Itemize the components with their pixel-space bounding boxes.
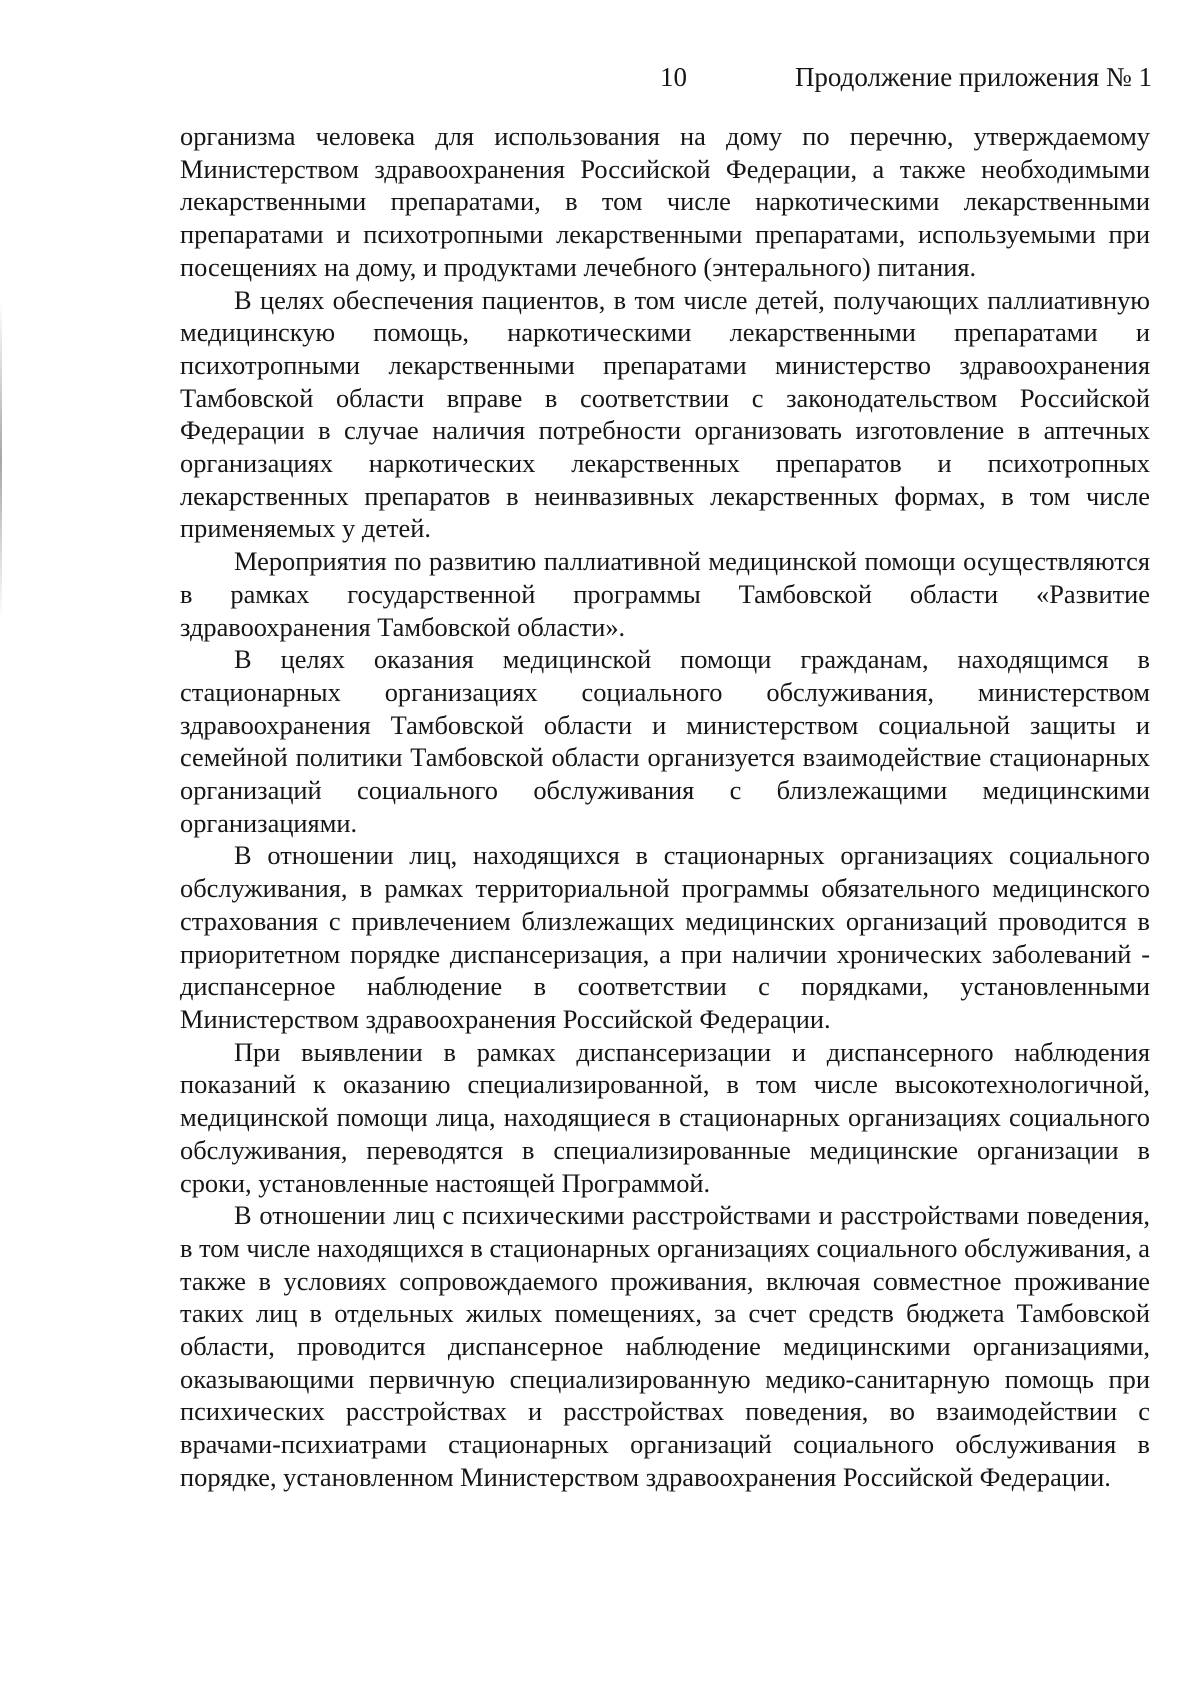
paragraph-mental-disorders: В отношении лиц с психическими расстройствами и расстройствами поведения, в том числе находящихся в стационарных организациях социального обслуживания, а также в условиях сопровождаемого проживания, включая совместное проживание таких лиц в отдельных жилых помещениях, за счет средств бюджета Тамбовской области, проводится диспансерное наблюдение медицинскими организациями, оказывающими первичную специализированную медико-санитарную помощь при психических расстройствах и расстройствах поведения, во взаимодействии с врачами-психиатрами стационарных организаций социального обслуживания в порядке, установленном Министерством здравоохранения Российской Федерации. — [180, 1200, 1150, 1492]
paragraph-specialized-care: При выявлении в рамках диспансеризации и диспансерного наблюдения показаний к оказанию специализированной, в том числе высокотехнологичной, медицинской помощи лица, находящиеся в стационарных организациях социального обслуживания, переводятся в специализированные медицинские организации в сроки, установленные настоящей Программой. — [180, 1036, 1150, 1198]
page-header — [0, 62, 1200, 102]
document-body — [180, 120, 1150, 1494]
page-number: 10 — [660, 62, 687, 92]
appendix-continuation-title: Продолжение приложения № 1 — [794, 62, 1152, 92]
paragraph-continuation: организма человека для использования на дому по перечню, утверждаемому Министерством здравоохранения Российской Федерации, а также необходимыми лекарственными препаратами, в том числе наркотическими лекарственными препаратами и психотропными лекарственными препаратами, используемыми при посещениях на дому, и продуктами лечебного (энтерального) питания. — [180, 121, 1150, 282]
paragraph-narcotic-drugs: В целях обеспечения пациентов, в том числе детей, получающих паллиативную медицинскую помощь, наркотическими лекарственными препаратами и психотропными лекарственными препаратами министерство здравоохранения Тамбовской области вправе в соответствии с законодательством Российской Федерации в случае наличия потребности организовать изготовление в аптечных организациях наркотических лекарственных препаратов и психотропных лекарственных препаратов в неинвазивных лекарственных формах, в том числе применяемых у детей. — [180, 284, 1150, 544]
paragraph-palliative-program: Мероприятия по развитию паллиативной медицинской помощи осуществляются в рамках государственной программы Тамбовской области «Развитие здравоохранения Тамбовской области». — [180, 546, 1150, 642]
paragraph-dispensarization: В отношении лиц, находящихся в стационарных организациях социального обслуживания, в рамках территориальной программы обязательного медицинского страхования с привлечением близлежащих медицинских организаций проводится в приоритетном порядке диспансеризация, а при наличии хронических заболеваний - диспансерное наблюдение в соответствии с порядками, установленными Министерством здравоохранения Российской Федерации. — [180, 840, 1150, 1034]
scan-edge-shadow — [0, 300, 2, 620]
paragraph-social-care-interaction: В целях оказания медицинской помощи гражданам, находящимся в стационарных организациях социального обслуживания, министерством здравоохранения Тамбовской области и министерством социальной защиты и семейной политики Тамбовской области организуется взаимодействие стационарных организаций социального обслуживания с близлежащими медицинскими организациями. — [180, 644, 1150, 838]
